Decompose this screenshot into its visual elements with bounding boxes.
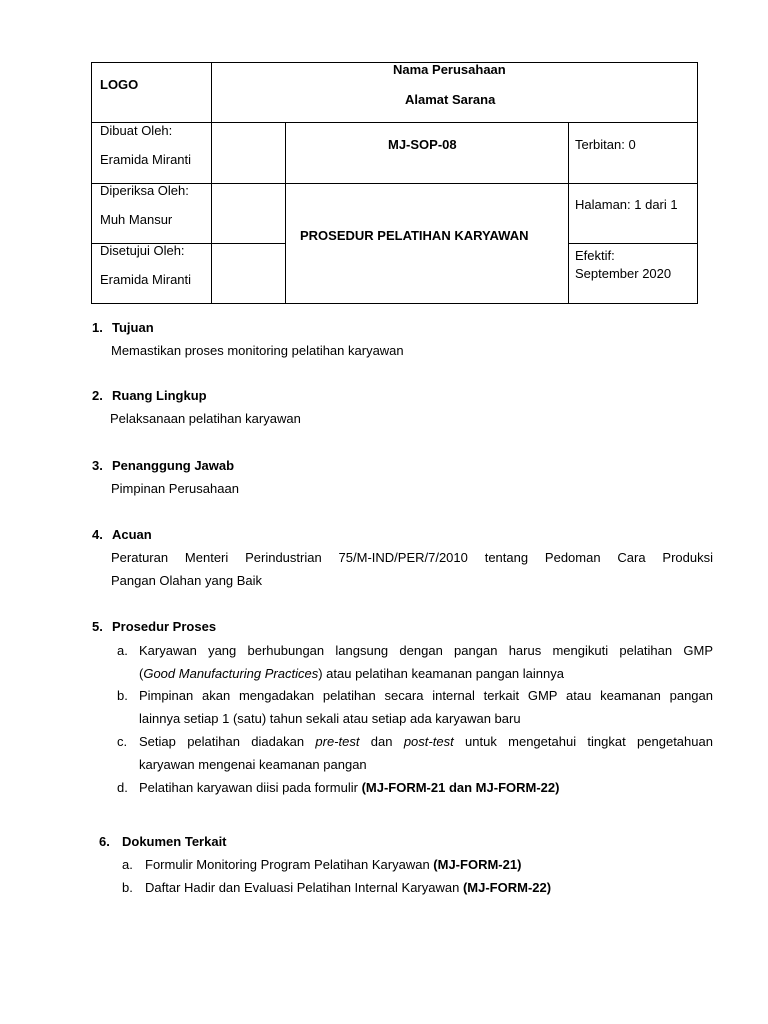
list-marker: c. [117,734,128,749]
effective-label: Efektif: [575,248,615,263]
made-by-sign-cell [211,122,286,184]
list-marker: a. [117,643,128,658]
list-marker: a. [122,857,133,872]
section-1-text: Memastikan proses monitoring pelatihan karyawan [111,343,404,358]
text-fragment: ( [139,666,144,681]
list-item-5c-line-1 [139,734,713,749]
approved-by-sign-cell [211,243,286,304]
section-4-title [92,527,152,542]
logo-text: LOGO [100,77,139,92]
doc-code-cell [285,122,569,184]
section-6-title [99,834,227,849]
list-item-5b-line-2: lainnya setiap 1 (satu) tahun sekali atau setiap ada karyawan baru [139,711,521,726]
doc-title-cell [285,183,569,304]
text-fragment: ) atau pelatihan keamanan pangan lainnya [318,666,564,681]
facility-address: Alamat Sarana [405,92,496,107]
list-item-5b-line-1: Pimpinan akan mengadakan pelatihan secara internal terkait GMP atau keamanan pangan [139,688,713,703]
text-fragment: Setiap pelatihan diadakan [139,734,305,749]
page-cell [568,183,698,244]
italic-term: post-test [403,734,454,749]
text-fragment: Pelatihan karyawan diisi pada formulir [139,780,362,795]
doc-title: PROSEDUR PELATIHAN KARYAWAN [300,228,529,243]
section-2-text: Pelaksanaan pelatihan karyawan [110,411,301,426]
list-marker: d. [117,780,128,795]
section-3-text: Pimpinan Perusahaan [111,481,239,496]
italic-term: Good Manufacturing Practices [143,666,319,681]
section-heading: Ruang Lingkup [112,388,207,403]
text-fragment: dan [370,734,393,749]
list-marker: b. [117,688,128,703]
doc-code: MJ-SOP-08 [388,137,457,152]
section-number: 6. [99,834,110,849]
list-item-6a [145,857,521,872]
section-number: 2. [92,388,103,403]
section-number: 5. [92,619,103,634]
made-by-label: Dibuat Oleh: [100,123,173,138]
checked-by-sign-cell [211,183,286,244]
list-item-5a-line-1: Karyawan yang berhubungan langsung dengan pangan harus mengikuti pelatihan GMP [139,643,713,658]
issue-cell [568,122,698,184]
section-number: 3. [92,458,103,473]
logo-cell [91,62,212,123]
section-2-title [92,388,207,403]
section-1-title [92,320,154,335]
company-name: Nama Perusahaan [393,62,506,77]
list-item-6b [145,880,551,895]
section-4-line-2: Pangan Olahan yang Baik [111,573,263,588]
approved-by-name: Eramida Miranti [100,272,192,287]
page-number: Halaman: 1 dari 1 [575,197,678,212]
text-fragment: Daftar Hadir dan Evaluasi Pelatihan Internal Karyawan [145,880,463,895]
list-marker: b. [122,880,133,895]
section-heading: Acuan [112,527,152,542]
list-item-5c-line-2: karyawan mengenai keamanan pangan [139,757,367,772]
form-reference: (MJ-FORM-21 dan MJ-FORM-22) [361,780,560,795]
issue-number: Terbitan: 0 [575,137,636,152]
effective-date: September 2020 [575,266,672,281]
section-heading: Tujuan [112,320,154,335]
section-heading: Penanggung Jawab [112,458,235,473]
checked-by-label: Diperiksa Oleh: [100,183,189,198]
list-item-5d [139,780,559,795]
approved-by-label: Disetujui Oleh: [100,243,185,258]
section-number: 1. [92,320,103,335]
section-4-line-1: Peraturan Menteri Perindustrian 75/M-IND/PER/7/2010 tentang Pedoman Cara Produksi [111,550,713,565]
list-item-5a-line-2 [139,666,564,681]
section-heading: Dokumen Terkait [122,834,227,849]
checked-by-name: Muh Mansur [100,212,173,227]
form-reference: (MJ-FORM-22) [462,880,552,895]
form-reference: (MJ-FORM-21) [433,857,522,872]
text-fragment: Formulir Monitoring Program Pelatihan Karyawan [145,857,434,872]
section-3-title [92,458,234,473]
section-5-title [92,619,216,634]
italic-term: pre-test [315,734,360,749]
section-heading: Prosedur Proses [112,619,217,634]
text-fragment: untuk mengetahui tingkat pengetahuan [465,734,713,749]
made-by-name: Eramida Miranti [100,152,192,167]
section-number: 4. [92,527,103,542]
